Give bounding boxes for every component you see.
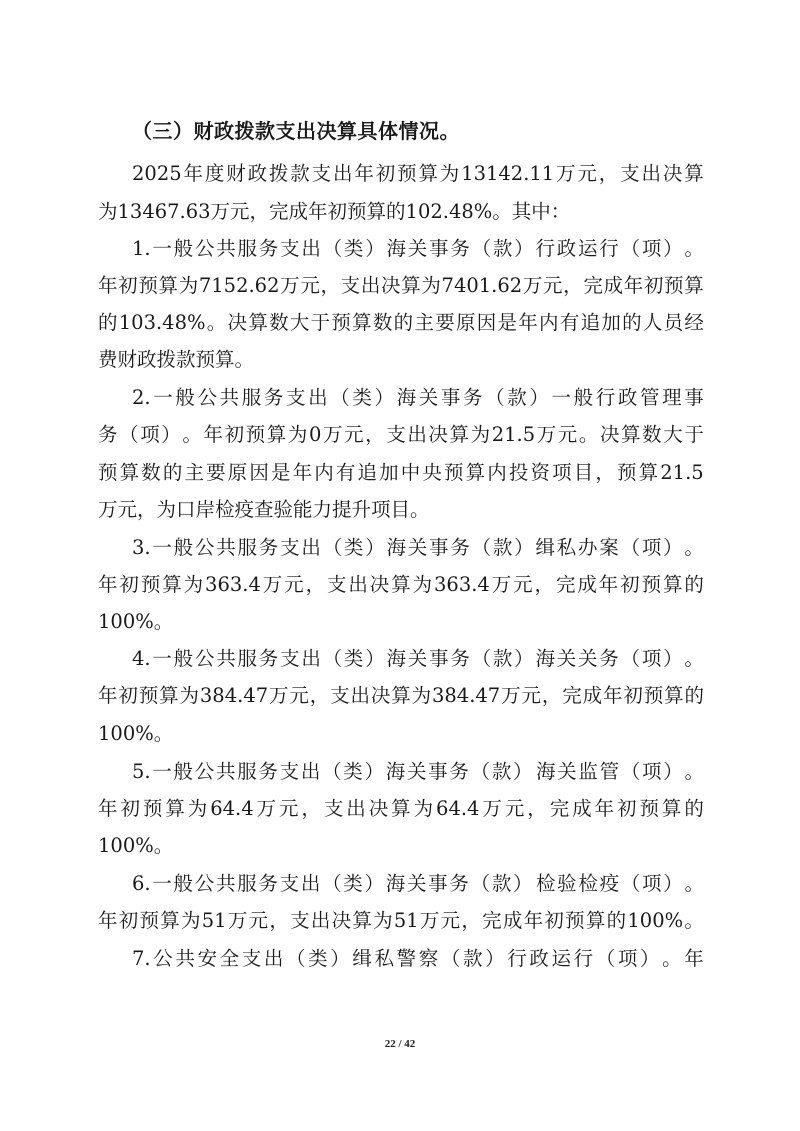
paragraph-line: 1. 一 般 公 共 服 务 支 出 （ 类 ） 海 关 事 务 （ 款 ） 行 政 运 行 （ 项 ） 。: [132, 237, 704, 260]
paragraph-line: 4. 一 般 公 共 服 务 支 出 （ 类 ） 海 关 事 务 （ 款 ） 海 关 关 务 （ 项 ） 。: [132, 647, 704, 670]
paragraph-line: 3. 一 般 公 共 服 务 支 出 （ 类 ） 海 关 事 务 （ 款 ） 缉 私 办 案 （ 项 ） 。: [132, 536, 704, 559]
paragraph-line: 6. 一 般 公 共 服 务 支 出 （ 类 ） 海 关 事 务 （ 款 ） 检 验 检 疫 （ 项 ） 。: [132, 872, 704, 895]
paragraph-line: 100%。: [98, 610, 174, 633]
paragraph-line: 7. 公 共 安 全 支 出 （ 类 ） 缉 私 警 察 （ 款 ） 行 政 运 行 （ 项 ） 。 年: [132, 947, 704, 970]
paragraph-line: 万元，为口岸检疫查验能力提升项目。: [98, 498, 430, 521]
paragraph-line: 的 103.48% 。 决 算 数 大 于 预 算 数 的 主 要 原 因 是 年 内 有 追 加 的 人 员 经: [98, 311, 704, 334]
page-number: 22 / 42: [384, 1038, 416, 1050]
paragraph-line: 100%。: [98, 834, 174, 857]
paragraph-line: 年 初 预 算 为 64.4 万 元 ， 支 出 决 算 为 64.4 万 元 ， 完 成 年 初 预 算 的: [98, 797, 704, 820]
paragraph-line: 2. 一 般 公 共 服 务 支 出 （ 类 ） 海 关 事 务 （ 款 ） 一 般 行 政 管 理 事: [132, 386, 704, 409]
paragraph-line: 2025 年 度 财 政 拨 款 支 出 年 初 预 算 为 13142.11 万 元 ， 支 出 决 算: [132, 162, 704, 185]
paragraph-line: 为13467.63万元，完成年初预算的102.48%。其中：: [98, 200, 571, 223]
paragraph-line: 100%。: [98, 722, 174, 745]
paragraph-line: 年 初 预 算 为 384.47 万 元 ， 支 出 决 算 为 384.47 万 元 ， 完 成 年 初 预 算 的: [98, 684, 704, 707]
paragraph-line: 预 算 数 的 主 要 原 因 是 年 内 有 追 加 中 央 预 算 内 投 资 项 目 ， 预 算 21.5: [98, 461, 704, 484]
section-heading: （三）财政拨款支出决算具体情况。: [132, 119, 460, 143]
paragraph-line: 年 初 预 算 为 51 万 元 ， 支 出 决 算 为 51 万 元 ， 完 成 年 初 预 算 的 100% 。: [98, 909, 704, 932]
paragraph-line: 年 初 预 算 为 363.4 万 元 ， 支 出 决 算 为 363.4 万 元 ， 完 成 年 初 预 算 的: [98, 573, 704, 596]
paragraph-line: 5. 一 般 公 共 服 务 支 出 （ 类 ） 海 关 事 务 （ 款 ） 海 关 监 管 （ 项 ） 。: [132, 760, 704, 783]
paragraph-line: 费财政拨款预算。: [98, 348, 255, 371]
paragraph-line: 年 初 预 算 为 7152.62 万 元 ， 支 出 决 算 为 7401.62 万 元 ， 完 成 年 初 预 算: [98, 274, 704, 297]
paragraph-line: 务 （ 项 ） 。 年 初 预 算 为 0 万 元 ， 支 出 决 算 为 21.5 万 元 。 决 算 数 大 于: [98, 423, 704, 446]
